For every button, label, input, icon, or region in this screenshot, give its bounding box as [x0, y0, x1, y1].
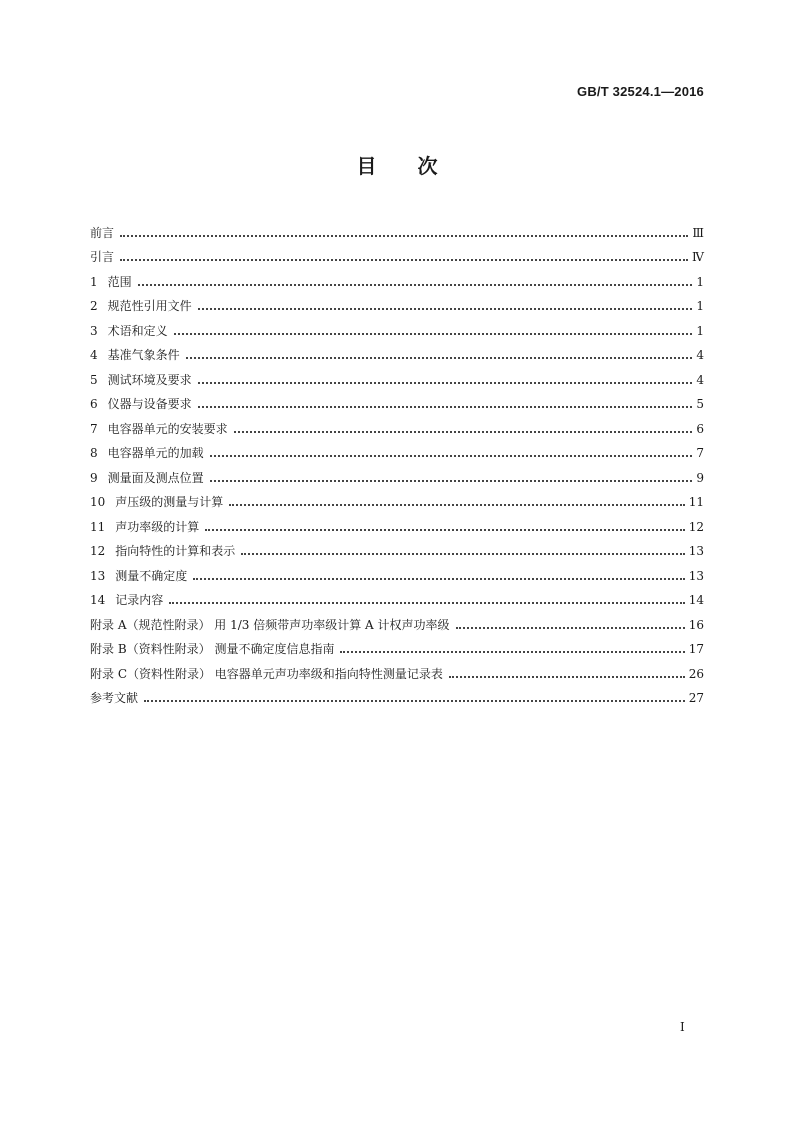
- toc-entry-label: [90, 347, 180, 363]
- toc-entry-text: 附录 B（资料性附录） 测量不确定度信息指南: [90, 642, 335, 656]
- toc-entry-page: 13: [688, 544, 704, 558]
- table-of-contents: [90, 216, 704, 706]
- toc-entry-number: 14: [90, 593, 106, 607]
- toc-entry-label: [90, 690, 138, 706]
- page-title: 目 次: [356, 154, 438, 178]
- toc-entry[interactable]: [90, 388, 704, 413]
- toc-entry-label: [90, 396, 192, 412]
- toc-entry[interactable]: [90, 290, 704, 315]
- dot-leader: [234, 431, 692, 433]
- toc-entry-label: [90, 445, 204, 461]
- toc-entry-text: 术语和定义: [107, 323, 168, 338]
- toc-entry[interactable]: [90, 363, 704, 388]
- toc-entry[interactable]: [90, 339, 704, 364]
- toc-entry-label: [90, 372, 192, 388]
- dot-leader: [456, 627, 685, 629]
- toc-entry-label: [90, 421, 228, 437]
- toc-entry-label: [90, 323, 168, 339]
- toc-entry-number: 8: [90, 446, 98, 460]
- toc-entry-page: Ⅳ: [692, 250, 704, 264]
- toc-entry-text: 范围: [107, 274, 132, 289]
- toc-entry-text: 仪器与设备要求: [107, 397, 192, 411]
- toc-entry-text: 测量不确定度: [115, 568, 188, 583]
- toc-entry[interactable]: [90, 412, 704, 437]
- toc-entry[interactable]: [90, 682, 704, 707]
- toc-entry[interactable]: [90, 584, 704, 609]
- toc-entry-label: [90, 617, 450, 633]
- dot-leader: [449, 676, 685, 678]
- toc-entry-number: 4: [90, 348, 98, 362]
- toc-entry-number: 5: [90, 372, 98, 387]
- toc-entry-text: 附录 A（规范性附录） 用 1/3 倍频带声功率级计算 A 计权声功率级: [90, 617, 450, 632]
- dot-leader: [120, 235, 688, 237]
- toc-entry-label: [90, 641, 334, 657]
- dot-leader: [198, 406, 692, 408]
- toc-entry-text: 基准气象条件: [107, 348, 180, 362]
- toc-entry-page: 4: [696, 372, 704, 387]
- page-number: Ⅰ: [680, 1020, 685, 1034]
- toc-entry-label: [90, 519, 199, 535]
- dot-leader: [144, 700, 685, 702]
- toc-entry[interactable]: [90, 535, 704, 560]
- toc-entry-text: 声功率级的计算: [115, 519, 200, 534]
- toc-entry-label: [90, 274, 132, 290]
- toc-entry[interactable]: [90, 608, 704, 633]
- toc-entry-page: 1: [696, 323, 704, 338]
- toc-entry-number: 9: [90, 470, 98, 485]
- toc-entry[interactable]: [90, 486, 704, 511]
- toc-entry-label: [90, 543, 235, 559]
- toc-entry[interactable]: [90, 657, 704, 682]
- toc-entry[interactable]: [90, 461, 704, 486]
- toc-entry-text: 规范性引用文件: [107, 299, 192, 313]
- toc-entry-page: 27: [688, 691, 704, 705]
- toc-entry-text: 记录内容: [115, 593, 164, 607]
- toc-entry-text: 测试环境及要求: [107, 372, 192, 387]
- toc-entry-text: 参考文献: [90, 691, 139, 705]
- dot-leader: [198, 382, 692, 384]
- toc-entry-label: [90, 666, 443, 682]
- toc-entry-number: 3: [90, 323, 98, 338]
- standard-code: GB/T 32524.1—2016: [577, 84, 704, 99]
- toc-entry-number: 6: [90, 397, 98, 411]
- toc-entry-label: [90, 494, 223, 510]
- toc-entry-text: 声压级的测量与计算: [115, 495, 224, 509]
- toc-entry-page: 9: [696, 470, 704, 485]
- toc-entry-page: 6: [696, 421, 704, 436]
- toc-entry-label: [90, 298, 192, 314]
- dot-leader: [210, 480, 692, 482]
- dot-leader: [241, 553, 684, 555]
- toc-entry-page: 1: [696, 274, 704, 289]
- toc-entry-label: [90, 568, 187, 584]
- toc-entry-page: 4: [696, 348, 704, 362]
- dot-leader: [198, 308, 692, 310]
- toc-entry-page: 7: [696, 446, 704, 460]
- toc-entry-text: 前言: [90, 225, 115, 240]
- toc-entry-page: 14: [688, 593, 704, 607]
- toc-entry[interactable]: [90, 633, 704, 658]
- toc-entry-number: 1: [90, 274, 98, 289]
- dot-leader: [340, 651, 684, 653]
- toc-entry-page: 11: [688, 495, 704, 509]
- toc-entry-number: 11: [90, 519, 106, 534]
- toc-entry-label: [90, 470, 204, 486]
- toc-entry[interactable]: [90, 510, 704, 535]
- toc-entry-page: 1: [696, 299, 704, 313]
- toc-entry-page: 13: [688, 568, 704, 583]
- toc-entry-text: 引言: [90, 250, 115, 264]
- toc-entry[interactable]: [90, 265, 704, 290]
- toc-entry-number: 2: [90, 299, 98, 313]
- toc-entry-text: 测量面及测点位置: [107, 470, 204, 485]
- toc-entry-text: 附录 C（资料性附录） 电容器单元声功率级和指向特性测量记录表: [90, 666, 443, 681]
- dot-leader: [186, 357, 692, 359]
- toc-entry-page: 5: [696, 397, 704, 411]
- dot-leader: [210, 455, 692, 457]
- toc-entry-number: 13: [90, 568, 106, 583]
- toc-entry[interactable]: [90, 559, 704, 584]
- dot-leader: [174, 333, 692, 335]
- toc-entry[interactable]: [90, 314, 704, 339]
- dot-leader: [120, 259, 688, 261]
- toc-entry-page: 26: [688, 666, 704, 681]
- dot-leader: [169, 602, 684, 604]
- toc-entry-page: 16: [688, 617, 704, 632]
- toc-entry-page: 17: [688, 642, 704, 656]
- toc-entry-label: [90, 592, 163, 608]
- toc-entry-number: 10: [90, 495, 106, 509]
- toc-entry-label: [90, 225, 114, 241]
- toc-entry[interactable]: [90, 437, 704, 462]
- toc-entry-page: Ⅲ: [692, 225, 704, 240]
- toc-entry-page: 12: [688, 519, 704, 534]
- toc-entry-text: 电容器单元的加载: [107, 446, 204, 460]
- toc-entry-label: [90, 249, 114, 265]
- dot-leader: [193, 578, 684, 580]
- toc-entry-text: 指向特性的计算和表示: [115, 544, 236, 558]
- toc-entry-text: 电容器单元的安装要求: [107, 421, 228, 436]
- toc-entry[interactable]: [90, 216, 704, 241]
- dot-leader: [229, 504, 684, 506]
- toc-entry[interactable]: [90, 241, 704, 266]
- toc-entry-number: 12: [90, 544, 106, 558]
- dot-leader: [138, 284, 692, 286]
- dot-leader: [205, 529, 684, 531]
- toc-entry-number: 7: [90, 421, 98, 436]
